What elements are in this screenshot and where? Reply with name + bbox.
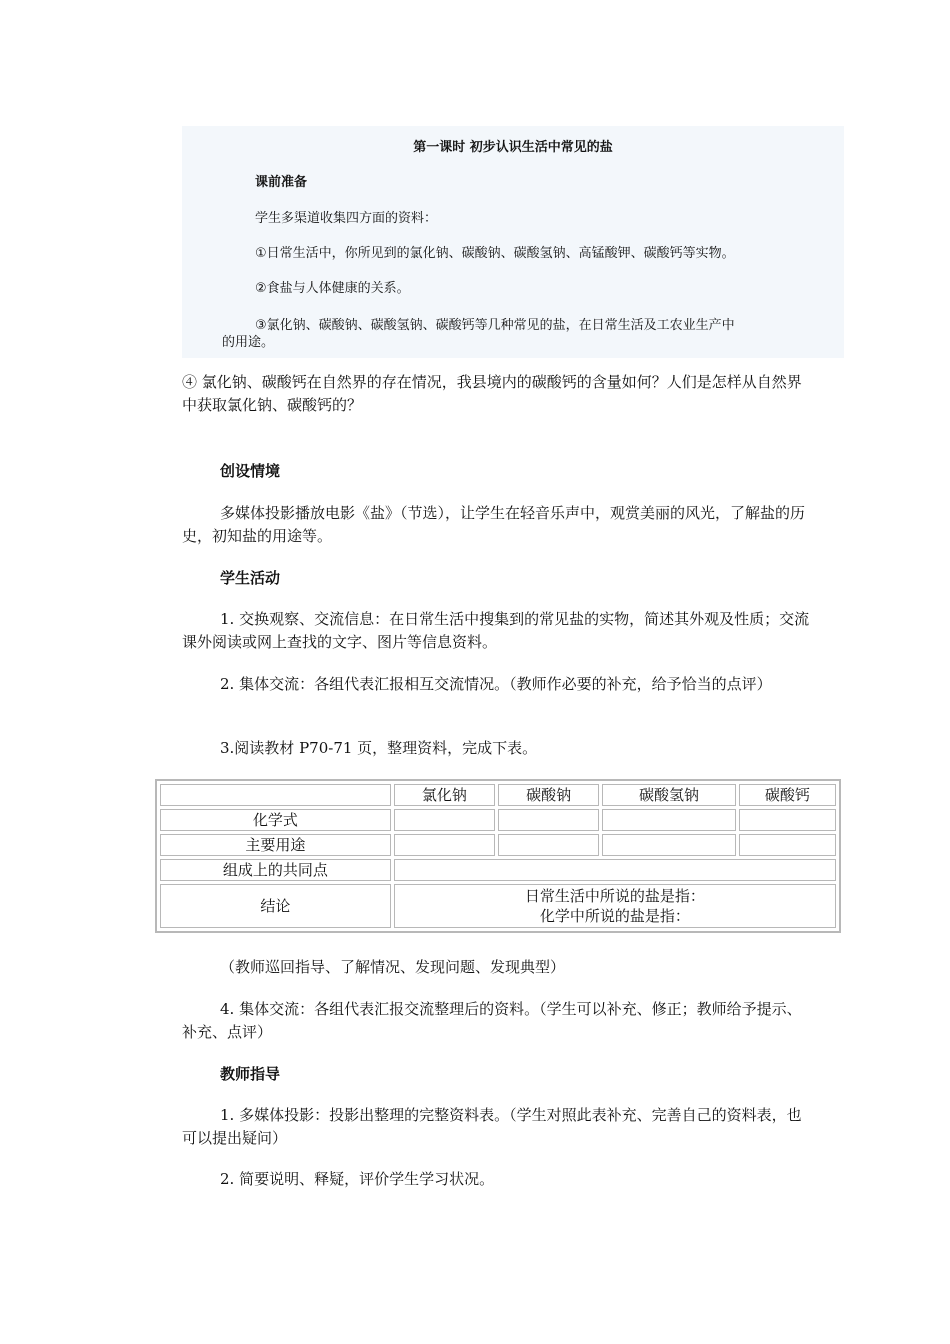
teacher-note: （教师巡回指导、了解情况、发现问题、发现典型） xyxy=(220,958,566,976)
conclusion-line-1: 日常生活中所说的盐是指： xyxy=(524,887,705,905)
guide-step-1: 1. 多媒体投影：投影出整理的完整资料表。（学生对照此表补充、完善自己的资料表，也可以提出疑问） xyxy=(182,1106,802,1147)
guide-step-2: 2. 简要说明、释疑，评价学生学习状况。 xyxy=(220,1170,495,1188)
row-label-conclusion: 结论 xyxy=(160,884,391,928)
prep-heading: 课前准备 xyxy=(255,175,308,190)
table-cell xyxy=(602,809,736,831)
activity-step-4: 4. 集体交流：各组代表汇报交流整理后的资料。（学生可以补充、修正；教师给予提示、补充、点评） xyxy=(182,1000,802,1041)
table-cell xyxy=(739,834,836,856)
table-header-row xyxy=(160,784,836,806)
table-header-caco3: 碳酸钙 xyxy=(739,784,836,806)
row-label-formula: 化学式 xyxy=(160,809,391,831)
table-cell xyxy=(394,809,495,831)
row-label-common: 组成上的共同点 xyxy=(160,859,391,881)
activity-step-2: 2. 集体交流：各组代表汇报相互交流情况。（教师作必要的补充，给予恰当的点评） xyxy=(220,675,772,693)
table-header-blank xyxy=(160,784,391,806)
activity-step-1: 1. 交换观察、交流信息：在日常生活中搜集到的常见盐的实物，简述其外观及性质；交流课外阅读或网上查找的文字、图片等信息资料。 xyxy=(182,610,810,651)
table-row-formula xyxy=(160,809,836,831)
table-header-na2co3: 碳酸钠 xyxy=(498,784,599,806)
table-row-common xyxy=(160,859,836,881)
prep-item-2: ②食盐与人体健康的关系。 xyxy=(255,281,410,296)
table-row-conclusion xyxy=(160,884,836,928)
conclusion-cell xyxy=(394,884,836,928)
table-cell xyxy=(498,809,599,831)
table-cell xyxy=(394,834,495,856)
activity-step-3: 3.阅读教材 P70-71 页，整理资料，完成下表。 xyxy=(220,739,538,757)
table-header-nacl: 氯化钠 xyxy=(394,784,495,806)
table-header-nahco3: 碳酸氢钠 xyxy=(602,784,736,806)
prep-item-4: ④ 氯化钠、碳酸钙在自然界的存在情况，我县境内的碳酸钙的含量如何？人们是怎样从自然界中获取氯化钠、碳酸钙的？ xyxy=(182,373,802,414)
table-cell xyxy=(602,834,736,856)
conclusion-line-2: 化学中所说的盐是指： xyxy=(539,907,690,925)
prep-item-3-line2: 的用途。 xyxy=(222,335,275,350)
lesson-title: 第一课时 初步认识生活中常见的盐 xyxy=(413,140,613,155)
prep-item-3-line1: ③氯化钠、碳酸钠、碳酸氢钠、碳酸钙等几种常见的盐，在日常生活及工农业生产中 xyxy=(255,318,735,333)
scene-heading: 创设情境 xyxy=(220,462,281,480)
row-label-use: 主要用途 xyxy=(160,834,391,856)
table-cell xyxy=(394,859,836,881)
lesson-prep-box xyxy=(182,126,844,358)
prep-item-1: ①日常生活中，你所见到的氯化钠、碳酸钠、碳酸氢钠、高锰酸钾、碳酸钙等实物。 xyxy=(255,246,735,261)
table-cell xyxy=(498,834,599,856)
guide-heading: 教师指导 xyxy=(220,1065,281,1083)
prep-intro: 学生多渠道收集四方面的资料： xyxy=(255,211,438,226)
scene-text: 多媒体投影播放电影《盐》（节选），让学生在轻音乐声中，观赏美丽的风光，了解盐的历史，初知盐的用途等。 xyxy=(182,504,806,545)
salt-comparison-table xyxy=(155,779,841,933)
table-row-use xyxy=(160,834,836,856)
activity-heading: 学生活动 xyxy=(220,569,281,587)
table-cell xyxy=(739,809,836,831)
